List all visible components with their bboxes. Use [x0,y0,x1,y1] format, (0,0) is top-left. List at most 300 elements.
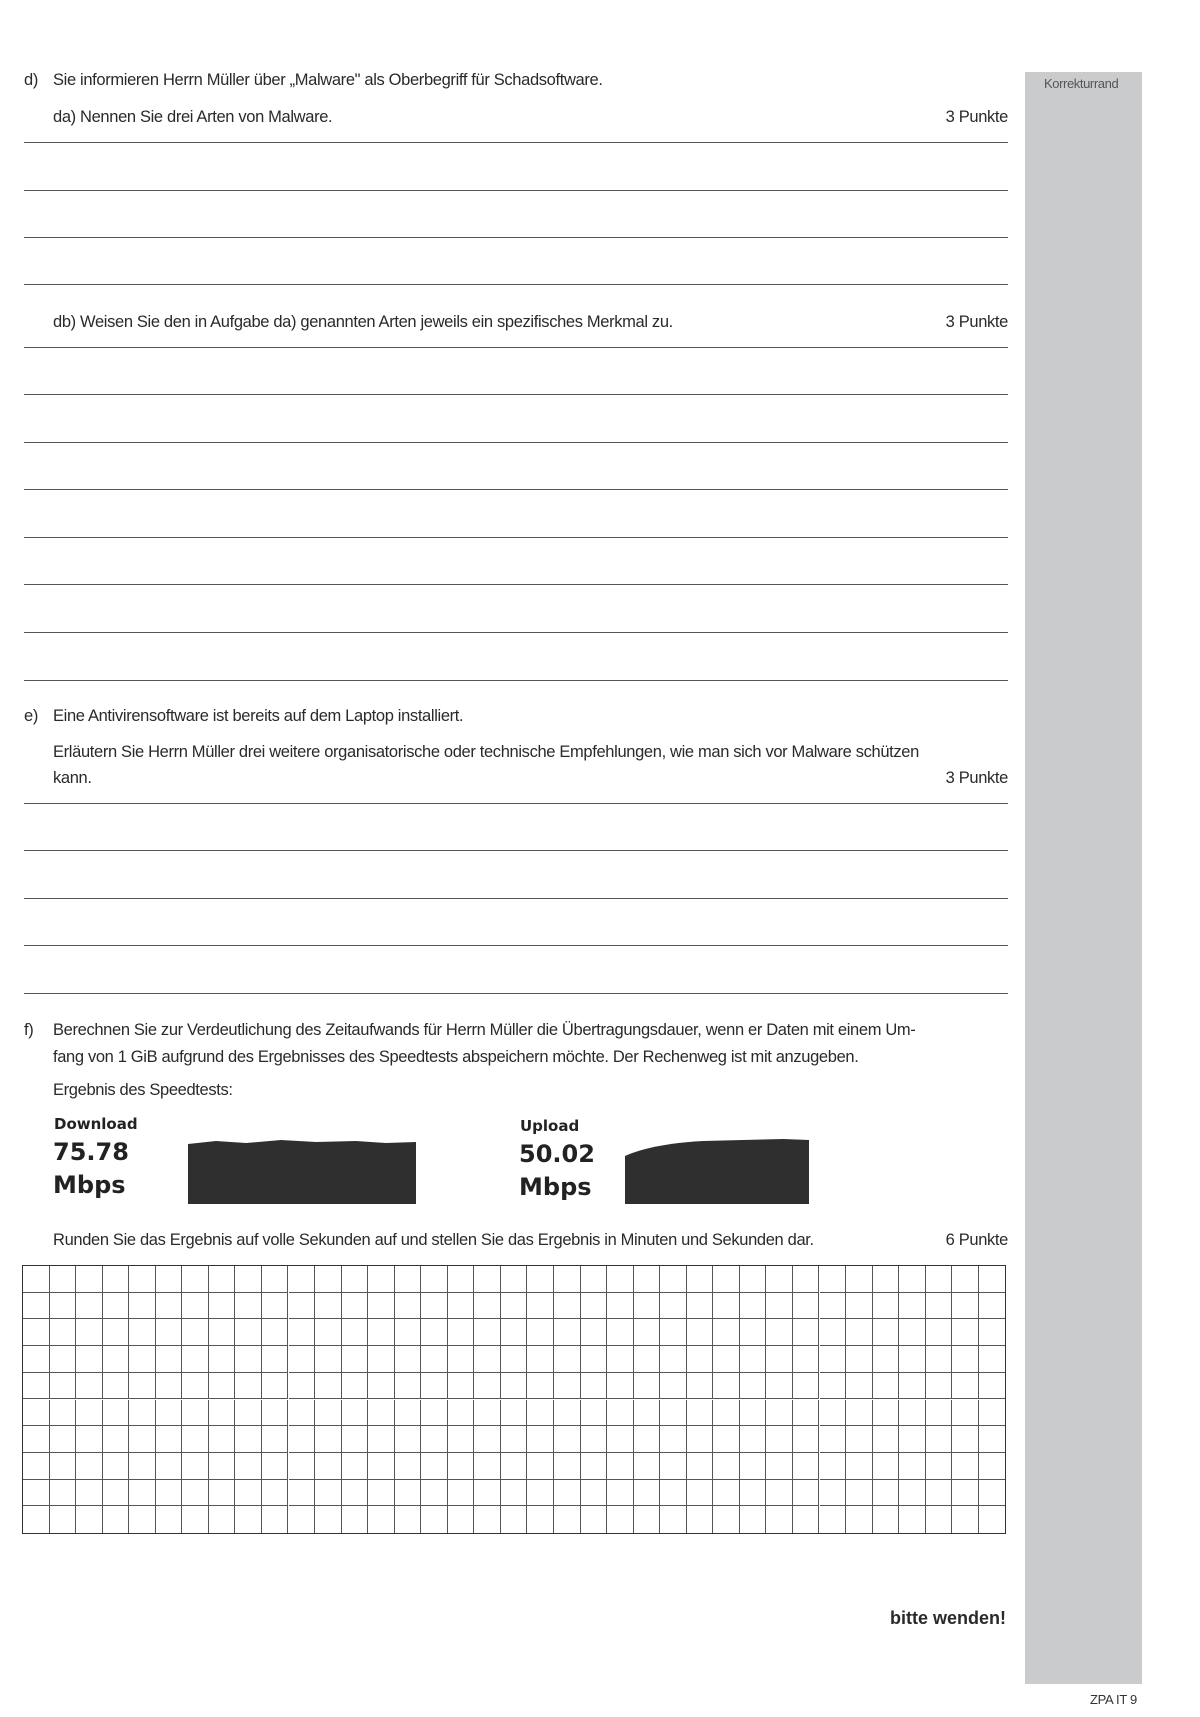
grid-cell[interactable] [766,1400,793,1427]
grid-cell[interactable] [103,1506,130,1533]
grid-cell[interactable] [182,1293,209,1320]
grid-cell[interactable] [315,1480,342,1507]
grid-cell[interactable] [368,1506,395,1533]
grid-cell[interactable] [129,1506,156,1533]
grid-cell[interactable] [979,1319,1006,1346]
grid-cell[interactable] [713,1400,740,1427]
grid-cell[interactable] [235,1319,262,1346]
grid-cell[interactable] [820,1266,847,1293]
grid-cell[interactable] [182,1346,209,1373]
grid-cell[interactable] [368,1426,395,1453]
grid-cell[interactable] [368,1346,395,1373]
grid-cell[interactable] [979,1266,1006,1293]
grid-cell[interactable] [209,1346,236,1373]
grid-cell[interactable] [926,1426,953,1453]
grid-cell[interactable] [342,1293,369,1320]
grid-cell[interactable] [846,1266,873,1293]
grid-cell[interactable] [262,1346,289,1373]
grid-cell[interactable] [76,1480,103,1507]
answer-line[interactable] [24,284,1008,285]
grid-cell[interactable] [607,1373,634,1400]
grid-cell[interactable] [23,1346,50,1373]
grid-cell[interactable] [527,1480,554,1507]
grid-cell[interactable] [342,1400,369,1427]
grid-cell[interactable] [634,1426,661,1453]
grid-cell[interactable] [448,1480,475,1507]
grid-cell[interactable] [793,1373,820,1400]
grid-cell[interactable] [793,1266,820,1293]
grid-cell[interactable] [182,1400,209,1427]
grid-cell[interactable] [315,1373,342,1400]
grid-cell[interactable] [368,1480,395,1507]
grid-cell[interactable] [634,1506,661,1533]
grid-cell[interactable] [209,1373,236,1400]
answer-line[interactable] [24,537,1008,538]
grid-cell[interactable] [554,1266,581,1293]
grid-cell[interactable] [129,1373,156,1400]
grid-cell[interactable] [448,1346,475,1373]
grid-cell[interactable] [952,1453,979,1480]
grid-cell[interactable] [554,1453,581,1480]
grid-cell[interactable] [793,1293,820,1320]
grid-cell[interactable] [740,1373,767,1400]
grid-cell[interactable] [713,1453,740,1480]
grid-cell[interactable] [368,1373,395,1400]
grid-cell[interactable] [660,1266,687,1293]
grid-cell[interactable] [156,1373,183,1400]
grid-cell[interactable] [607,1293,634,1320]
grid-cell[interactable] [766,1506,793,1533]
grid-cell[interactable] [926,1453,953,1480]
grid-cell[interactable] [554,1506,581,1533]
grid-cell[interactable] [634,1293,661,1320]
grid-cell[interactable] [289,1266,316,1293]
grid-cell[interactable] [368,1266,395,1293]
grid-cell[interactable] [342,1506,369,1533]
grid-cell[interactable] [846,1373,873,1400]
grid-cell[interactable] [182,1480,209,1507]
grid-cell[interactable] [235,1426,262,1453]
grid-cell[interactable] [76,1453,103,1480]
grid-cell[interactable] [634,1453,661,1480]
grid-cell[interactable] [554,1373,581,1400]
grid-cell[interactable] [740,1319,767,1346]
grid-cell[interactable] [926,1480,953,1507]
grid-cell[interactable] [209,1480,236,1507]
grid-cell[interactable] [527,1373,554,1400]
grid-cell[interactable] [873,1506,900,1533]
grid-cell[interactable] [713,1480,740,1507]
grid-cell[interactable] [660,1373,687,1400]
answer-line[interactable] [24,584,1008,585]
grid-cell[interactable] [926,1293,953,1320]
grid-cell[interactable] [766,1319,793,1346]
grid-cell[interactable] [421,1266,448,1293]
grid-cell[interactable] [979,1480,1006,1507]
grid-cell[interactable] [660,1480,687,1507]
grid-cell[interactable] [899,1319,926,1346]
grid-cell[interactable] [820,1373,847,1400]
grid-cell[interactable] [979,1346,1006,1373]
grid-cell[interactable] [766,1266,793,1293]
grid-cell[interactable] [474,1453,501,1480]
grid-cell[interactable] [660,1426,687,1453]
grid-cell[interactable] [793,1426,820,1453]
grid-cell[interactable] [315,1400,342,1427]
grid-cell[interactable] [421,1346,448,1373]
grid-cell[interactable] [873,1319,900,1346]
grid-cell[interactable] [182,1426,209,1453]
grid-cell[interactable] [527,1453,554,1480]
grid-cell[interactable] [899,1266,926,1293]
grid-cell[interactable] [342,1319,369,1346]
grid-cell[interactable] [395,1293,422,1320]
grid-cell[interactable] [103,1346,130,1373]
grid-cell[interactable] [899,1346,926,1373]
grid-cell[interactable] [846,1480,873,1507]
grid-cell[interactable] [474,1346,501,1373]
grid-cell[interactable] [713,1506,740,1533]
grid-cell[interactable] [76,1266,103,1293]
grid-cell[interactable] [368,1319,395,1346]
grid-cell[interactable] [156,1293,183,1320]
grid-cell[interactable] [235,1453,262,1480]
grid-cell[interactable] [235,1400,262,1427]
grid-cell[interactable] [899,1400,926,1427]
grid-cell[interactable] [740,1426,767,1453]
grid-cell[interactable] [448,1400,475,1427]
grid-cell[interactable] [474,1373,501,1400]
grid-cell[interactable] [156,1506,183,1533]
grid-cell[interactable] [687,1426,714,1453]
grid-cell[interactable] [846,1506,873,1533]
grid-cell[interactable] [846,1400,873,1427]
grid-cell[interactable] [926,1319,953,1346]
grid-cell[interactable] [421,1373,448,1400]
grid-cell[interactable] [262,1319,289,1346]
grid-cell[interactable] [952,1400,979,1427]
grid-cell[interactable] [926,1373,953,1400]
grid-cell[interactable] [421,1426,448,1453]
grid-cell[interactable] [979,1400,1006,1427]
grid-cell[interactable] [527,1400,554,1427]
grid-cell[interactable] [687,1453,714,1480]
grid-cell[interactable] [581,1266,608,1293]
grid-cell[interactable] [873,1266,900,1293]
grid-cell[interactable] [182,1506,209,1533]
grid-cell[interactable] [501,1293,528,1320]
grid-cell[interactable] [262,1400,289,1427]
grid-cell[interactable] [289,1373,316,1400]
grid-cell[interactable] [289,1453,316,1480]
grid-cell[interactable] [368,1453,395,1480]
grid-cell[interactable] [554,1400,581,1427]
grid-cell[interactable] [952,1426,979,1453]
grid-cell[interactable] [315,1266,342,1293]
grid-cell[interactable] [262,1480,289,1507]
grid-cell[interactable] [873,1293,900,1320]
grid-cell[interactable] [713,1319,740,1346]
grid-cell[interactable] [607,1453,634,1480]
grid-cell[interactable] [899,1293,926,1320]
grid-cell[interactable] [209,1293,236,1320]
grid-cell[interactable] [527,1426,554,1453]
grid-cell[interactable] [421,1453,448,1480]
grid-cell[interactable] [395,1480,422,1507]
grid-cell[interactable] [846,1426,873,1453]
grid-cell[interactable] [527,1346,554,1373]
grid-cell[interactable] [554,1293,581,1320]
grid-cell[interactable] [50,1506,77,1533]
grid-cell[interactable] [448,1506,475,1533]
grid-cell[interactable] [820,1400,847,1427]
grid-cell[interactable] [129,1266,156,1293]
grid-cell[interactable] [607,1480,634,1507]
grid-cell[interactable] [289,1400,316,1427]
grid-cell[interactable] [527,1506,554,1533]
grid-cell[interactable] [156,1453,183,1480]
grid-cell[interactable] [156,1319,183,1346]
grid-cell[interactable] [527,1293,554,1320]
grid-cell[interactable] [873,1346,900,1373]
grid-cell[interactable] [23,1266,50,1293]
grid-cell[interactable] [448,1293,475,1320]
grid-cell[interactable] [76,1373,103,1400]
grid-cell[interactable] [501,1453,528,1480]
grid-cell[interactable] [501,1426,528,1453]
grid-cell[interactable] [129,1480,156,1507]
grid-cell[interactable] [103,1266,130,1293]
grid-cell[interactable] [368,1400,395,1427]
grid-cell[interactable] [846,1346,873,1373]
grid-cell[interactable] [873,1453,900,1480]
grid-cell[interactable] [607,1426,634,1453]
grid-cell[interactable] [952,1266,979,1293]
grid-cell[interactable] [554,1319,581,1346]
grid-cell[interactable] [873,1480,900,1507]
grid-cell[interactable] [607,1506,634,1533]
grid-cell[interactable] [129,1293,156,1320]
grid-cell[interactable] [793,1400,820,1427]
grid-cell[interactable] [820,1453,847,1480]
grid-cell[interactable] [129,1426,156,1453]
grid-cell[interactable] [501,1346,528,1373]
grid-cell[interactable] [660,1453,687,1480]
grid-cell[interactable] [342,1346,369,1373]
grid-cell[interactable] [182,1266,209,1293]
grid-cell[interactable] [899,1453,926,1480]
grid-cell[interactable] [793,1319,820,1346]
grid-cell[interactable] [103,1453,130,1480]
grid-cell[interactable] [342,1426,369,1453]
grid-cell[interactable] [76,1346,103,1373]
grid-cell[interactable] [607,1400,634,1427]
grid-cell[interactable] [315,1426,342,1453]
grid-cell[interactable] [952,1293,979,1320]
grid-cell[interactable] [23,1400,50,1427]
grid-cell[interactable] [182,1453,209,1480]
grid-cell[interactable] [395,1266,422,1293]
grid-cell[interactable] [395,1319,422,1346]
grid-cell[interactable] [23,1480,50,1507]
grid-cell[interactable] [926,1346,953,1373]
grid-cell[interactable] [474,1293,501,1320]
grid-cell[interactable] [713,1373,740,1400]
grid-cell[interactable] [607,1266,634,1293]
grid-cell[interactable] [76,1426,103,1453]
grid-cell[interactable] [766,1426,793,1453]
grid-cell[interactable] [581,1293,608,1320]
grid-cell[interactable] [23,1453,50,1480]
grid-cell[interactable] [581,1319,608,1346]
grid-cell[interactable] [740,1506,767,1533]
grid-cell[interactable] [23,1426,50,1453]
grid-cell[interactable] [262,1373,289,1400]
grid-cell[interactable] [315,1506,342,1533]
grid-cell[interactable] [793,1346,820,1373]
grid-cell[interactable] [581,1426,608,1453]
grid-cell[interactable] [766,1453,793,1480]
grid-cell[interactable] [554,1426,581,1453]
grid-cell[interactable] [474,1319,501,1346]
answer-line[interactable] [24,632,1008,633]
answer-line[interactable] [24,803,1008,804]
grid-cell[interactable] [23,1373,50,1400]
grid-cell[interactable] [713,1426,740,1453]
grid-cell[interactable] [395,1373,422,1400]
grid-cell[interactable] [448,1266,475,1293]
grid-cell[interactable] [182,1373,209,1400]
grid-cell[interactable] [899,1426,926,1453]
grid-cell[interactable] [262,1506,289,1533]
grid-cell[interactable] [873,1426,900,1453]
grid-cell[interactable] [687,1373,714,1400]
grid-cell[interactable] [660,1400,687,1427]
grid-cell[interactable] [289,1426,316,1453]
grid-cell[interactable] [979,1426,1006,1453]
grid-cell[interactable] [129,1346,156,1373]
grid-cell[interactable] [315,1346,342,1373]
grid-cell[interactable] [501,1373,528,1400]
grid-cell[interactable] [979,1293,1006,1320]
grid-cell[interactable] [209,1400,236,1427]
grid-cell[interactable] [846,1453,873,1480]
grid-cell[interactable] [129,1453,156,1480]
grid-cell[interactable] [235,1373,262,1400]
grid-cell[interactable] [926,1266,953,1293]
grid-cell[interactable] [235,1346,262,1373]
grid-cell[interactable] [50,1346,77,1373]
grid-cell[interactable] [50,1293,77,1320]
grid-cell[interactable] [156,1426,183,1453]
grid-cell[interactable] [952,1346,979,1373]
grid-cell[interactable] [262,1266,289,1293]
grid-cell[interactable] [873,1400,900,1427]
answer-line[interactable] [24,898,1008,899]
answer-line[interactable] [24,347,1008,348]
grid-cell[interactable] [554,1480,581,1507]
grid-cell[interactable] [740,1480,767,1507]
grid-cell[interactable] [103,1319,130,1346]
grid-cell[interactable] [766,1480,793,1507]
grid-cell[interactable] [581,1480,608,1507]
grid-cell[interactable] [687,1266,714,1293]
grid-cell[interactable] [448,1373,475,1400]
answer-line[interactable] [24,489,1008,490]
grid-cell[interactable] [899,1373,926,1400]
grid-cell[interactable] [501,1506,528,1533]
grid-cell[interactable] [634,1319,661,1346]
grid-cell[interactable] [740,1266,767,1293]
grid-cell[interactable] [76,1319,103,1346]
grid-cell[interactable] [342,1266,369,1293]
grid-cell[interactable] [793,1480,820,1507]
grid-cell[interactable] [421,1319,448,1346]
answer-line[interactable] [24,442,1008,443]
grid-cell[interactable] [289,1346,316,1373]
grid-cell[interactable] [342,1373,369,1400]
grid-cell[interactable] [952,1506,979,1533]
grid-cell[interactable] [50,1400,77,1427]
grid-cell[interactable] [50,1453,77,1480]
grid-cell[interactable] [554,1346,581,1373]
grid-cell[interactable] [766,1346,793,1373]
answer-line[interactable] [24,680,1008,681]
grid-cell[interactable] [289,1480,316,1507]
grid-cell[interactable] [740,1346,767,1373]
grid-cell[interactable] [156,1400,183,1427]
grid-cell[interactable] [156,1266,183,1293]
grid-cell[interactable] [23,1293,50,1320]
grid-cell[interactable] [501,1400,528,1427]
grid-cell[interactable] [76,1293,103,1320]
grid-cell[interactable] [687,1319,714,1346]
grid-cell[interactable] [660,1319,687,1346]
grid-cell[interactable] [50,1319,77,1346]
calculation-grid[interactable] [22,1265,1006,1534]
grid-cell[interactable] [209,1426,236,1453]
grid-cell[interactable] [474,1480,501,1507]
grid-cell[interactable] [634,1346,661,1373]
grid-cell[interactable] [315,1293,342,1320]
grid-cell[interactable] [209,1319,236,1346]
grid-cell[interactable] [766,1373,793,1400]
grid-cell[interactable] [103,1293,130,1320]
grid-cell[interactable] [687,1506,714,1533]
grid-cell[interactable] [289,1506,316,1533]
grid-cell[interactable] [103,1480,130,1507]
grid-cell[interactable] [209,1266,236,1293]
grid-cell[interactable] [235,1266,262,1293]
grid-cell[interactable] [899,1506,926,1533]
grid-cell[interactable] [448,1426,475,1453]
grid-cell[interactable] [103,1426,130,1453]
grid-cell[interactable] [634,1480,661,1507]
grid-cell[interactable] [820,1293,847,1320]
grid-cell[interactable] [501,1266,528,1293]
grid-cell[interactable] [421,1506,448,1533]
grid-cell[interactable] [820,1346,847,1373]
answer-line[interactable] [24,850,1008,851]
grid-cell[interactable] [395,1400,422,1427]
grid-cell[interactable] [235,1506,262,1533]
grid-cell[interactable] [182,1319,209,1346]
grid-cell[interactable] [395,1346,422,1373]
grid-cell[interactable] [634,1400,661,1427]
grid-cell[interactable] [395,1453,422,1480]
grid-cell[interactable] [952,1480,979,1507]
grid-cell[interactable] [289,1293,316,1320]
